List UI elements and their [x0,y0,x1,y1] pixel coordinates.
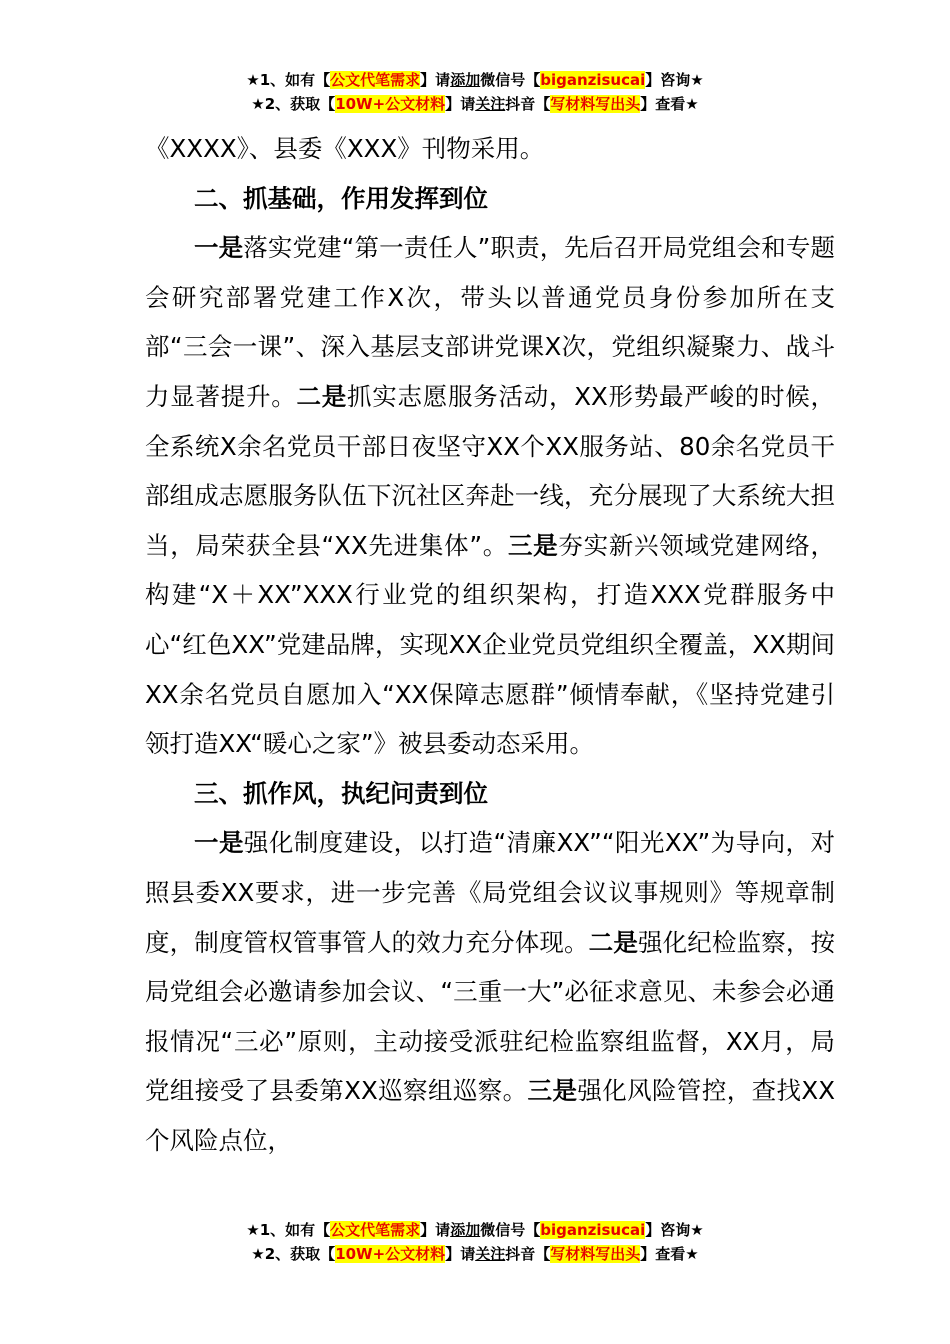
banner-text: 微信号【 [480,1221,541,1239]
point-marker: 三是 [507,530,559,560]
point-text: 强化制度建设，以打造“清廉XX”“阳光XX”为导向，对照县委XX要求，进一步完善《局党组会议议事规则》等规章制度，制度管权管事管人的效力充分体现。 [145,828,835,957]
banner-highlight: 10W+公文材料 [335,1245,446,1263]
point-text: 抓实志愿服务活动，XX形势最严峻的时候，全系统X余名党员干部日夜坚守XX个XX服务站、80余名党员干部组成志愿服务队伍下沉社区奔赴一线，充分展现了大系统大担当，局荣获全县“XX先进集体”。 [145,381,835,560]
document-body [145,124,835,1165]
banner-text: 抖音【 [505,95,551,113]
banner-underline: 关注 [475,95,506,113]
banner-highlight: 公文代笔需求 [330,1221,421,1239]
banner-highlight: 写材料写出头 [550,95,641,113]
banner-highlight: 公文代笔需求 [330,71,421,89]
banner-highlight: 写材料写出头 [550,1245,641,1263]
banner-underline: 添加 [450,71,481,89]
point-marker: 三是 [527,1076,578,1106]
banner-text: 微信号【 [480,71,541,89]
paragraph-section-3 [145,818,835,1165]
section-heading-2: 二、抓基础，作用发挥到位 [194,183,488,213]
banner-text: ★1、如有【 [246,1221,331,1239]
banner-text: 】查看★ [640,1245,699,1263]
banner-text: 】咨询★ [645,1221,704,1239]
banner-line-2 [0,1242,950,1266]
banner-text: 】咨询★ [645,71,704,89]
point-text: 夯实新兴领域党建网络，构建“X＋XX”XXX行业党的组织架构，打造XXX党群服务中心“红色XX”党建品牌，实现XX企业党员党组织全覆盖，XX期间XX余名党员自愿加入“XX保障志愿群”倾情奉献，《坚持党建引领打造XX“暖心之家”》被县委动态采用。 [145,530,836,759]
banner-text: 抖音【 [505,1245,551,1263]
banner-text: 】请 [445,95,476,113]
banner-text: ★1、如有【 [246,71,331,89]
banner-line-1 [0,68,950,92]
banner-highlight: biganzisucai [540,1221,646,1239]
banner-text: ★2、获取【 [251,95,336,113]
footer-banner [0,1218,950,1266]
point-marker: 二是 [296,381,347,411]
banner-text: 】请 [420,1221,451,1239]
point-text: 强化纪检监察，按局党组会必邀请参加会议、“三重一大”必征求意见、未参会必通报情况“三必”原则，主动接受派驻纪检监察组监督，XX月，局党组接受了县委第XX巡察组巡察。 [145,927,836,1106]
banner-text: 】查看★ [640,95,699,113]
banner-highlight: 10W+公文材料 [335,95,446,113]
banner-line-1 [0,1218,950,1242]
paragraph-continuation: 《XXXX》、县委《XXX》刊物采用。 [145,134,545,163]
banner-underline: 关注 [475,1245,506,1263]
point-marker: 一是 [194,828,244,858]
banner-text: 】请 [445,1245,476,1263]
paragraph-section-2 [145,223,835,769]
banner-text: ★2、获取【 [251,1245,336,1263]
banner-text: 】请 [420,71,451,89]
banner-underline: 添加 [450,1221,481,1239]
section-heading-3: 三、抓作风，执纪问责到位 [194,778,488,808]
header-banner [0,68,950,116]
point-text: 落实党建“第一责任人”职责，先后召开局党组会和专题会研究部署党建工作X次，带头以普通党员身份参加所在支部“三会一课”、深入基层支部讲党课X次，党组织凝聚力、战斗力显著提升。 [145,233,836,411]
banner-line-2 [0,92,950,116]
point-text: 强化风险管控，查找XX个风险点位， [145,1076,835,1155]
banner-highlight: biganzisucai [540,71,646,89]
point-marker: 二是 [588,927,638,957]
point-marker: 一是 [194,233,244,263]
